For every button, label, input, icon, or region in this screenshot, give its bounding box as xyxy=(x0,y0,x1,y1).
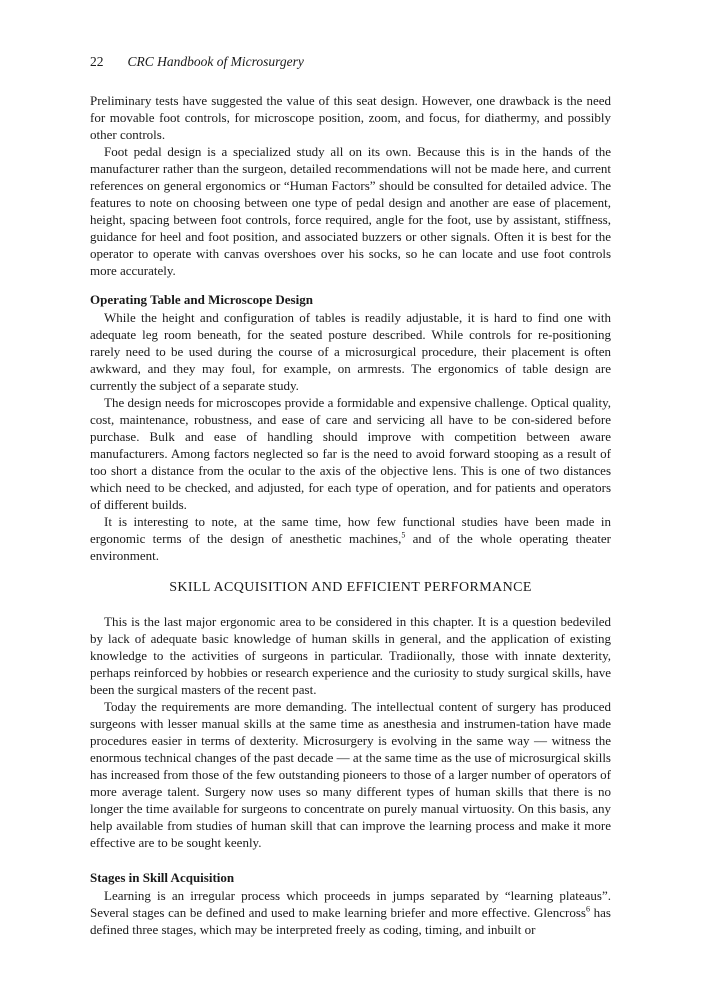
paragraph: Today the requirements are more demanding. The intellectual content of surgery has produced surgeons with lesser manual skills at the same time as anesthesia and instrumen-tation have made procedures easier in terms of dexterity. Microsurgery is evolving in the same way — witness the enormous technical changes of the past decade — at the same time as the use of microsurgical skills has increased from those of the few outstanding pioneers to those of a larger number of operators of more average talent. Surgery now uses so many different types of human skills that there is no longer the time available for surgeons to concentrate on purely manual virtuosity. On this basis, any help available from studies of human skill that can improve the learning process and make it more effective are to be sought keenly. xyxy=(90,699,611,850)
paragraph-text: and of the whole operating theater environment. xyxy=(90,531,611,563)
page-number: 22 xyxy=(90,54,104,69)
book-title: CRC Handbook of Microsurgery xyxy=(127,54,304,69)
paragraph-text: Learning is an irregular process which proceeds in jumps separated by “learning plateaus”. Several stages can be defined and used to make learning briefer and more effective. Glencross xyxy=(90,888,611,920)
paragraph xyxy=(90,887,611,938)
paragraph: This is the last major ergonomic area to be considered in this chapter. It is a question bedeviled by lack of adequate basic knowledge of human skills in general, and the application of existing knowledge to the activities of surgeons in particular. Tradiionally, those with innate dexterity, perhaps reinforced by hobbies or research experience and the curiosity to study surgical skills, have been the surgical masters of the recent past. xyxy=(90,614,611,697)
paragraph-text: It is interesting to note, at the same time, how few functional studies have been made in ergonomic terms of the design of anesthetic machines, xyxy=(90,514,611,546)
paragraph xyxy=(90,513,611,564)
citation-marker: 6 xyxy=(585,904,590,914)
paragraph: While the height and configuration of tables is readily adjustable, it is hard to find one with adequate leg room beneath, for the seated posture described. While controls for re-positioning rarely need to be used during the course of a microsurgical procedure, their placement is often awkward, and they may foul, for example, on armrests. The ergonomics of table design are currently the subject of a separate study. xyxy=(90,310,611,393)
subsection-heading: Stages in Skill Acquisition xyxy=(90,870,235,885)
paragraph-text: has defined three stages, which may be interpreted freely as coding, timing, and inbuilt or xyxy=(90,905,611,937)
running-header xyxy=(90,52,611,72)
subsection-heading: Operating Table and Microscope Design xyxy=(90,292,313,307)
paragraph: Foot pedal design is a specialized study all on its own. Because this is in the hands of the manufacturer rather than the surgeon, detailed recommendations will not be made here, and current references on general ergonomics or “Human Factors” should be consulted for detailed advice. The features to note on choosing between one type of pedal design and another are ease of placement, height, spacing between foot controls, force required, angle for the foot, use by assistant, stiffness, guidance for heel and foot position, and associated buzzers or other signals. Often it is best for the operator to operate with canvas overshoes over his socks, so he can locate and use foot controls more accurately. xyxy=(90,144,611,278)
paragraph: Preliminary tests have suggested the value of this seat design. However, one drawback is the need for movable foot controls, for microscope position, zoom, and focus, for diathermy, and possibly other controls. xyxy=(90,93,611,142)
citation-marker: 5 xyxy=(401,530,406,540)
paragraph: The design needs for microscopes provide a formidable and expensive challenge. Optical quality, cost, maintenance, robustness, and ease of care and servicing all have to be con-sidered before purchase. Bulk and ease of handling should improve with competition between aware manufacturers. Among factors neglected so far is the need to avoid forward stooping as a result of too short a distance from the ocular to the axis of the objective lens. This is one of two distances which need to be checked, and adjusted, for each type of operation, and for patients and operators of different builds. xyxy=(90,395,611,512)
section-title: SKILL ACQUISITION AND EFFICIENT PERFORMANCE xyxy=(169,580,532,595)
